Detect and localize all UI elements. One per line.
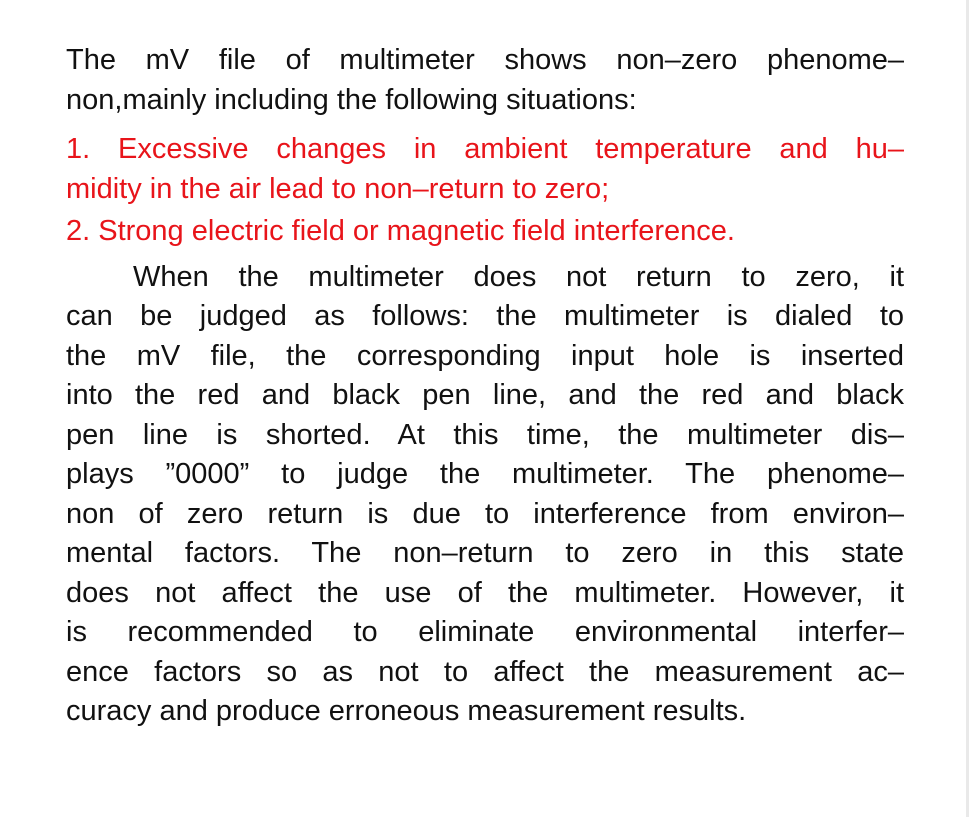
body-line: mental factors. The non–return to zero in this state	[66, 537, 904, 569]
body-line: curacy and produce erroneous measurement results.	[66, 695, 747, 727]
body-line: can be judged as follows: the multimeter is dialed to	[66, 300, 904, 332]
body-paragraph	[66, 258, 904, 732]
document-page	[66, 41, 904, 732]
situation-item-2	[66, 212, 904, 252]
situations-list	[66, 130, 904, 252]
body-line: plays ”0000” to judge the multimeter. The phenome–	[66, 458, 904, 490]
body-line: pen line is shorted. At this time, the multimeter dis–	[66, 418, 904, 451]
body-line: is recommended to eliminate environmental interfer–	[66, 616, 904, 648]
body-line: the mV file, the corresponding input hole is inserted	[66, 339, 904, 372]
body-line: When the multimeter does not return to zero, it	[133, 260, 904, 293]
situation-line: 2. Strong electric field or magnetic field interference.	[66, 215, 735, 247]
situation-line: midity in the air lead to non–return to zero;	[66, 172, 610, 205]
situation-line: 1. Excessive changes in ambient temperature and hu–	[66, 133, 904, 165]
body-line: non of zero return is due to interference from environ–	[66, 497, 904, 530]
intro-line: The mV file of multimeter shows non–zero phenome–	[66, 44, 904, 76]
intro-paragraph	[66, 41, 904, 120]
situation-item-1	[66, 130, 904, 209]
intro-line: non,mainly including the following situations:	[66, 83, 637, 116]
body-line: does not affect the use of the multimeter. However, it	[66, 576, 904, 609]
body-line: into the red and black pen line, and the red and black	[66, 379, 904, 411]
body-line: ence factors so as not to affect the measurement ac–	[66, 655, 904, 688]
